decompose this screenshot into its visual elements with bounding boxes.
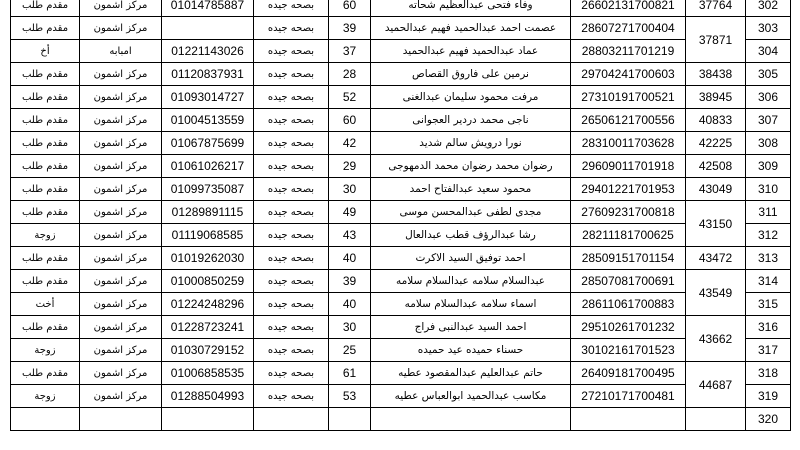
table-row xyxy=(11,201,791,224)
health-status: بصحه جيده xyxy=(254,385,329,408)
center: مركز اشمون xyxy=(80,63,162,86)
center: مركز اشمون xyxy=(80,362,162,385)
person-name: نرمين على فاروق القصاص xyxy=(371,63,571,86)
age xyxy=(329,408,371,431)
person-name: عماد عبدالحميد فهيم عبدالحميد xyxy=(371,40,571,63)
row-number: 315 xyxy=(746,293,791,316)
person-name: عبدالسلام سلامه عبدالسلام سلامه xyxy=(371,270,571,293)
national-id: 28611061700883 xyxy=(571,293,686,316)
table-row xyxy=(11,385,791,408)
family-code: 38945 xyxy=(686,86,746,109)
records-table xyxy=(10,0,791,431)
health-status: بصحه جيده xyxy=(254,293,329,316)
phone-number: 01061026217 xyxy=(162,155,254,178)
center: مركز اشمون xyxy=(80,316,162,339)
family-code: 43049 xyxy=(686,178,746,201)
family-code: 38438 xyxy=(686,63,746,86)
family-code: 37764 xyxy=(686,0,746,17)
center: مركز اشمون xyxy=(80,339,162,362)
family-code: 43549 xyxy=(686,270,746,316)
phone-number: 01099735087 xyxy=(162,178,254,201)
center: امبابه xyxy=(80,40,162,63)
national-id: 28509151701154 xyxy=(571,247,686,270)
national-id: 27609231700818 xyxy=(571,201,686,224)
table-row xyxy=(11,293,791,316)
row-number: 308 xyxy=(746,132,791,155)
center: مركز اشمون xyxy=(80,86,162,109)
table-row xyxy=(11,408,791,431)
phone-number xyxy=(162,17,254,40)
national-id: 28211181700625 xyxy=(571,224,686,247)
national-id: 26506121700556 xyxy=(571,109,686,132)
national-id: 29704241700603 xyxy=(571,63,686,86)
age: 60 xyxy=(329,109,371,132)
table-row xyxy=(11,362,791,385)
center: مركز اشمون xyxy=(80,201,162,224)
row-number: 309 xyxy=(746,155,791,178)
table-row xyxy=(11,247,791,270)
row-number: 302 xyxy=(746,0,791,17)
national-id: 27310191700521 xyxy=(571,86,686,109)
relation: مقدم طلب xyxy=(11,247,80,270)
table-row xyxy=(11,270,791,293)
age: 40 xyxy=(329,293,371,316)
person-name: نورا درويش سالم شديد xyxy=(371,132,571,155)
table-row xyxy=(11,178,791,201)
person-name: عصمت احمد عبدالحميد فهيم عبدالحميد xyxy=(371,17,571,40)
family-code: 43150 xyxy=(686,201,746,247)
health-status: بصحه جيده xyxy=(254,132,329,155)
relation: أخ xyxy=(11,40,80,63)
age: 60 xyxy=(329,0,371,17)
center: مركز اشمون xyxy=(80,155,162,178)
national-id: 26409181700495 xyxy=(571,362,686,385)
person-name: رضوان محمد رضوان محمد الدمهوجى xyxy=(371,155,571,178)
family-code: 43662 xyxy=(686,316,746,362)
phone-number: 01228723241 xyxy=(162,316,254,339)
relation: مقدم طلب xyxy=(11,132,80,155)
health-status: بصحه جيده xyxy=(254,316,329,339)
age: 53 xyxy=(329,385,371,408)
row-number: 314 xyxy=(746,270,791,293)
row-number: 310 xyxy=(746,178,791,201)
center: مركز اشمون xyxy=(80,109,162,132)
person-name: وفاء فتحى عبدالعظيم شحاته xyxy=(371,0,571,17)
relation: مقدم طلب xyxy=(11,201,80,224)
table-row xyxy=(11,0,791,17)
center: مركز اشمون xyxy=(80,224,162,247)
national-id: 29510261701232 xyxy=(571,316,686,339)
health-status: بصحه جيده xyxy=(254,109,329,132)
phone-number: 01030729152 xyxy=(162,339,254,362)
row-number: 317 xyxy=(746,339,791,362)
national-id: 28803211701219 xyxy=(571,40,686,63)
person-name: مكاسب عبدالحميد ابوالعباس عطيه xyxy=(371,385,571,408)
row-number: 307 xyxy=(746,109,791,132)
national-id: 28310011703628 xyxy=(571,132,686,155)
relation: مقدم طلب xyxy=(11,155,80,178)
person-name: اسماء سلامه عبدالسلام سلامه xyxy=(371,293,571,316)
health-status: بصحه جيده xyxy=(254,270,329,293)
phone-number xyxy=(162,408,254,431)
age: 40 xyxy=(329,247,371,270)
national-id: 28607271700404 xyxy=(571,17,686,40)
relation: زوجة xyxy=(11,385,80,408)
age: 52 xyxy=(329,86,371,109)
phone-number: 01119068585 xyxy=(162,224,254,247)
relation: مقدم طلب xyxy=(11,178,80,201)
center: مركز اشمون xyxy=(80,270,162,293)
national-id: 26602131700821 xyxy=(571,0,686,17)
health-status: بصحه جيده xyxy=(254,0,329,17)
table-row xyxy=(11,224,791,247)
age: 39 xyxy=(329,270,371,293)
center: مركز اشمون xyxy=(80,178,162,201)
age: 30 xyxy=(329,316,371,339)
relation: مقدم طلب xyxy=(11,0,80,17)
row-number: 303 xyxy=(746,17,791,40)
relation: مقدم طلب xyxy=(11,86,80,109)
center: مركز اشمون xyxy=(80,385,162,408)
health-status: بصحه جيده xyxy=(254,247,329,270)
age: 30 xyxy=(329,178,371,201)
age: 42 xyxy=(329,132,371,155)
center: مركز اشمون xyxy=(80,132,162,155)
person-name: مجدى لطفى عبدالمحسن موسى xyxy=(371,201,571,224)
person-name: احمد السيد عبدالنبى فراج xyxy=(371,316,571,339)
age: 28 xyxy=(329,63,371,86)
phone-number: 01004513559 xyxy=(162,109,254,132)
age: 37 xyxy=(329,40,371,63)
family-code: 44687 xyxy=(686,362,746,408)
national-id: 30102161701523 xyxy=(571,339,686,362)
family-code: 43472 xyxy=(686,247,746,270)
person-name: ناجى محمد دردير العجوانى xyxy=(371,109,571,132)
health-status: بصحه جيده xyxy=(254,155,329,178)
national-id xyxy=(571,408,686,431)
health-status xyxy=(254,408,329,431)
phone-number: 01289891115 xyxy=(162,201,254,224)
table-row xyxy=(11,17,791,40)
row-number: 311 xyxy=(746,201,791,224)
relation: أخت xyxy=(11,293,80,316)
row-number: 316 xyxy=(746,316,791,339)
health-status: بصحه جيده xyxy=(254,40,329,63)
relation xyxy=(11,408,80,431)
family-code: 40833 xyxy=(686,109,746,132)
age: 49 xyxy=(329,201,371,224)
health-status: بصحه جيده xyxy=(254,17,329,40)
center xyxy=(80,408,162,431)
relation: مقدم طلب xyxy=(11,316,80,339)
table-row xyxy=(11,109,791,132)
relation: مقدم طلب xyxy=(11,270,80,293)
age: 39 xyxy=(329,17,371,40)
health-status: بصحه جيده xyxy=(254,224,329,247)
relation: مقدم طلب xyxy=(11,63,80,86)
phone-number: 01000850259 xyxy=(162,270,254,293)
table-row xyxy=(11,339,791,362)
phone-number: 01093014727 xyxy=(162,86,254,109)
national-id: 29401221701953 xyxy=(571,178,686,201)
health-status: بصحه جيده xyxy=(254,178,329,201)
health-status: بصحه جيده xyxy=(254,63,329,86)
health-status: بصحه جيده xyxy=(254,86,329,109)
age: 43 xyxy=(329,224,371,247)
national-id: 28507081700691 xyxy=(571,270,686,293)
row-number: 306 xyxy=(746,86,791,109)
table-row xyxy=(11,155,791,178)
age: 25 xyxy=(329,339,371,362)
table-row xyxy=(11,40,791,63)
relation: مقدم طلب xyxy=(11,362,80,385)
table-row xyxy=(11,63,791,86)
relation: زوجة xyxy=(11,339,80,362)
relation: مقدم طلب xyxy=(11,17,80,40)
national-id: 29609011701918 xyxy=(571,155,686,178)
table-row xyxy=(11,86,791,109)
phone-number: 01006858535 xyxy=(162,362,254,385)
row-number: 312 xyxy=(746,224,791,247)
table-row xyxy=(11,132,791,155)
person-name: حاتم عبدالعليم عبدالمقصود عطيه xyxy=(371,362,571,385)
center: مركز اشمون xyxy=(80,293,162,316)
center: مركز اشمون xyxy=(80,247,162,270)
row-number: 320 xyxy=(746,408,791,431)
row-number: 305 xyxy=(746,63,791,86)
phone-number: 01067875699 xyxy=(162,132,254,155)
age: 61 xyxy=(329,362,371,385)
phone-number: 01221143026 xyxy=(162,40,254,63)
person-name: محمود سعيد عبدالفتاح احمد xyxy=(371,178,571,201)
table-row xyxy=(11,316,791,339)
center: مركز اشمون xyxy=(80,17,162,40)
person-name: مرفت محمود سليمان عبدالغنى xyxy=(371,86,571,109)
national-id: 27210171700481 xyxy=(571,385,686,408)
relation: زوجة xyxy=(11,224,80,247)
person-name xyxy=(371,408,571,431)
row-number: 304 xyxy=(746,40,791,63)
relation: مقدم طلب xyxy=(11,109,80,132)
family-code: 42508 xyxy=(686,155,746,178)
person-name: رشا عبدالرؤف قطب عبدالعال xyxy=(371,224,571,247)
health-status: بصحه جيده xyxy=(254,201,329,224)
person-name: حسناء حميده عيد حميده xyxy=(371,339,571,362)
phone-number: 01224248296 xyxy=(162,293,254,316)
row-number: 319 xyxy=(746,385,791,408)
family-code: 37871 xyxy=(686,17,746,63)
row-number: 313 xyxy=(746,247,791,270)
phone-number: 01288504993 xyxy=(162,385,254,408)
person-name: احمد توفيق السيد الاكرت xyxy=(371,247,571,270)
center: مركز اشمون xyxy=(80,0,162,17)
family-code: 42225 xyxy=(686,132,746,155)
phone-number: 01120837931 xyxy=(162,63,254,86)
health-status: بصحه جيده xyxy=(254,339,329,362)
age: 29 xyxy=(329,155,371,178)
family-code xyxy=(686,408,746,431)
row-number: 318 xyxy=(746,362,791,385)
phone-number: 01019262030 xyxy=(162,247,254,270)
phone-number: 01014785887 xyxy=(162,0,254,17)
health-status: بصحه جيده xyxy=(254,362,329,385)
